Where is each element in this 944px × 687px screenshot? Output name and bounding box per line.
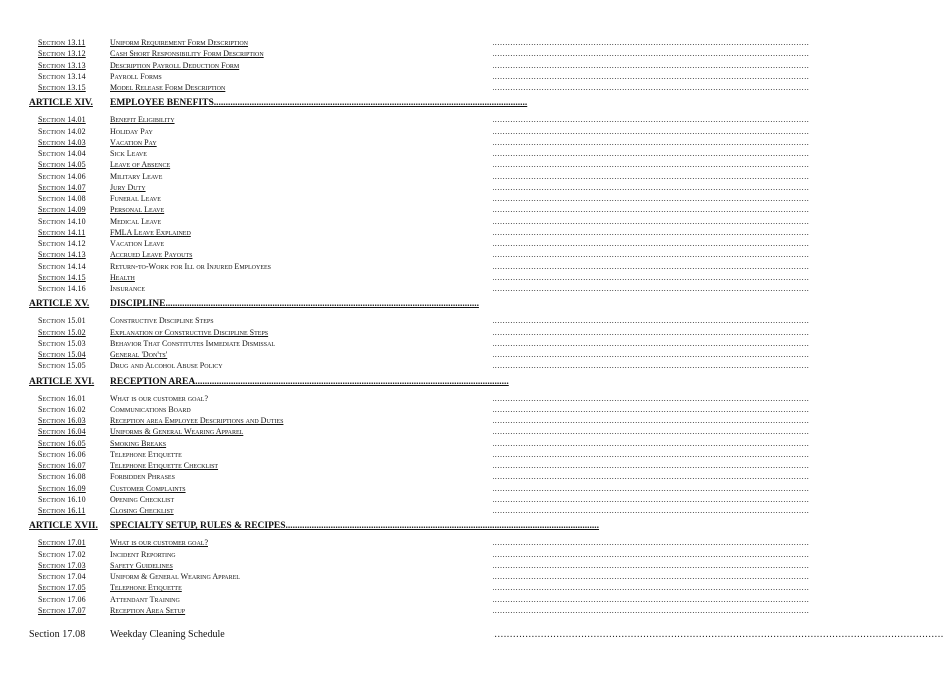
toc-section-number: Section 16.11: [38, 506, 86, 515]
toc-entry-title[interactable]: [110, 182, 449, 193]
toc-entry-title[interactable]: [110, 238, 449, 249]
toc-entry[interactable]: [0, 571, 493, 582]
toc-entry-title[interactable]: [110, 159, 449, 170]
article-heading[interactable]: [0, 297, 493, 311]
toc-entry-title-text: Funeral Leave: [110, 194, 161, 203]
toc-entry[interactable]: [0, 449, 493, 460]
toc-section-number: Section 15.04: [38, 350, 86, 359]
toc-entry-title-text: Behavior That Constitutes Immediate Dismissal: [110, 338, 276, 348]
toc-section-number: Section 17.06: [38, 594, 86, 604]
toc-entry-title-text: Vacation Pay: [110, 137, 157, 147]
toc-entry[interactable]: [0, 415, 493, 426]
toc-entry[interactable]: [0, 460, 493, 471]
toc-section-number: Section 14.01: [38, 115, 86, 125]
toc-section-number: Section 14.05: [38, 160, 86, 170]
toc-entry-title[interactable]: [110, 137, 449, 148]
toc-entry-title-text: Opening Checklist: [110, 494, 175, 504]
toc-entry-title-text: Description Payroll Deduction Form: [110, 60, 240, 70]
toc-entry-title-text: What is our customer goal?: [110, 393, 208, 403]
leader-dots: ....................................................................................................................................: [285, 521, 600, 532]
toc-entry-title-text: Cash Short Responsibility Form Description: [110, 49, 264, 59]
article-heading[interactable]: [0, 96, 528, 110]
toc-entry[interactable]: [0, 426, 493, 437]
toc-entry[interactable]: [0, 360, 493, 371]
toc-entry[interactable]: [0, 249, 493, 260]
leader-dots: ....................................................................................................................................: [213, 98, 528, 109]
toc-entry[interactable]: [0, 483, 493, 494]
article-title: [110, 297, 479, 311]
toc-entry-title-text: Explanation of Constructive Discipline Steps: [110, 327, 269, 337]
toc-entry-title-text: Return-to-Work for Ill or Injured Employees: [110, 261, 271, 271]
toc-entry-title[interactable]: [110, 338, 449, 349]
toc-entry-title[interactable]: [110, 537, 449, 548]
toc-section-number: Section 14.16: [38, 284, 86, 293]
toc-entry-title[interactable]: [110, 216, 449, 227]
toc-section-number: Section 13.13: [38, 60, 86, 70]
toc-section-number: Section 14.03: [38, 137, 86, 147]
toc-entry[interactable]: [0, 494, 493, 505]
toc-entry[interactable]: [0, 148, 493, 159]
toc-entry-title[interactable]: [110, 471, 449, 482]
toc-section-number: Section 16.07: [38, 461, 86, 470]
toc-entry[interactable]: [0, 438, 493, 449]
article-title: [110, 519, 600, 533]
toc-section-number: Section 17.05: [38, 583, 86, 593]
toc-entry[interactable]: [0, 338, 493, 349]
article-label: ARTICLE XVII.: [29, 521, 98, 532]
toc-entry-title[interactable]: [110, 272, 449, 283]
toc-entry-title[interactable]: [110, 449, 449, 460]
toc-section-number: Section 14.15: [38, 272, 86, 282]
toc-section-number: Section 14.07: [38, 182, 86, 192]
toc-entry-title-text: Insurance: [110, 284, 146, 293]
toc-entry-title[interactable]: [110, 438, 449, 449]
leader-dots: ....................................................................................................................................: [195, 376, 509, 387]
toc-entry-title[interactable]: [110, 415, 449, 426]
toc-entry-title-text: What is our customer goal?: [110, 538, 208, 548]
toc-entry-title-text: Holiday Pay: [110, 126, 153, 136]
toc-entry-title[interactable]: [110, 249, 449, 260]
article-label: ARTICLE XV.: [29, 299, 90, 310]
toc-entry[interactable]: [0, 82, 493, 93]
toc-entry-title-text: Accrued Leave Payouts: [110, 250, 193, 260]
toc-entry[interactable]: [0, 126, 493, 137]
toc-entry[interactable]: [0, 60, 493, 71]
toc-entry-title[interactable]: [110, 48, 449, 59]
toc-entry[interactable]: [0, 204, 493, 215]
toc-section-number: Section 15.05: [38, 361, 86, 371]
toc-entry-title[interactable]: [110, 148, 449, 159]
toc-entry-title[interactable]: [110, 204, 449, 215]
leader-dots: ....................................................................................................................................: [165, 299, 479, 310]
toc-entry[interactable]: [0, 114, 493, 125]
toc-entry[interactable]: [0, 171, 493, 182]
article-heading[interactable]: [0, 519, 600, 533]
toc-entry-title[interactable]: [110, 505, 449, 516]
toc-entry-title-text: Payroll Forms: [110, 71, 162, 81]
toc-entry-title-text: Telephone Etiquette: [110, 583, 182, 593]
toc-section-number: Section 14.09: [38, 205, 86, 215]
toc-entry-title[interactable]: [110, 393, 449, 404]
toc-entry-title-text: Benefit Eligibility: [110, 115, 175, 125]
toc-entry-title-text: Jury Duty: [110, 182, 146, 192]
toc-entry[interactable]: [0, 159, 493, 170]
table-of-contents: [0, 37, 600, 616]
toc-entry-title-text: Personal Leave: [110, 205, 165, 215]
toc-entry-title[interactable]: [110, 483, 449, 494]
article-title-text: RECEPTION AREA: [110, 376, 196, 387]
toc-entry[interactable]: [0, 349, 493, 360]
toc-section-number: Section 14.13: [38, 250, 86, 260]
toc-entry-title-text: Sick Leave: [110, 149, 147, 158]
toc-entry-title[interactable]: [110, 404, 449, 415]
toc-section-number: Section 16.09: [38, 483, 86, 493]
toc-entry[interactable]: [0, 272, 493, 283]
toc-entry-title[interactable]: [110, 426, 449, 437]
toc-entry[interactable]: [0, 537, 493, 548]
toc-entry-title-text: Smoking Breaks: [110, 438, 167, 448]
toc-entry-title-text: Reception area Employee Descriptions and Duties: [110, 416, 284, 425]
toc-entry-title-text: Medical Leave: [110, 216, 162, 226]
toc-entry-title[interactable]: [110, 549, 449, 560]
toc-entry-title-text: Reception Area Setup: [110, 605, 186, 615]
toc-entry[interactable]: [0, 71, 493, 82]
article-heading[interactable]: [0, 375, 509, 389]
toc-section-number: Section 17.08: [29, 629, 86, 640]
toc-section-number: Section 17.01: [38, 538, 86, 548]
toc-section-number: Section 16.10: [38, 494, 86, 504]
toc-entry-title[interactable]: [110, 283, 449, 294]
toc-entry-title-text: Model Release Form Description: [110, 83, 226, 92]
toc-entry-title[interactable]: [110, 327, 449, 338]
toc-entry-title[interactable]: [110, 494, 449, 505]
toc-section-number: Section 14.14: [38, 261, 86, 271]
toc-entry-title-text: Health: [110, 272, 135, 282]
toc-entry[interactable]: [0, 327, 493, 338]
toc-section-number: Section 13.14: [38, 71, 86, 81]
toc-entry[interactable]: [0, 605, 493, 616]
toc-entry-title-text: Customer Complaints: [110, 483, 186, 493]
toc-section-number: Section 16.02: [38, 404, 86, 414]
toc-section-number: Section 14.10: [38, 216, 86, 226]
toc-entry-title-text: Telephone Etiquette: [110, 449, 182, 459]
toc-entry-title-text: Incident Reporting: [110, 549, 176, 559]
toc-entry-title[interactable]: [110, 315, 449, 326]
toc-entry-title[interactable]: [110, 349, 449, 360]
toc-last-entry[interactable]: [0, 628, 493, 641]
toc-entry-title-text: Forbidden Phrases: [110, 472, 175, 482]
toc-entry-title-text: FMLA Leave Explained: [110, 227, 191, 237]
toc-entry[interactable]: [0, 594, 493, 605]
toc-entry-title-text: Drug and Alcohol Abuse Policy: [110, 361, 223, 371]
article-title-text: SPECIALTY SETUP, RULES & RECIPES: [110, 521, 286, 532]
toc-section-number: Section 15.03: [38, 338, 86, 348]
toc-entry-title-text: Communications Board: [110, 404, 191, 414]
article-title: [110, 96, 528, 110]
toc-entry[interactable]: [0, 505, 493, 516]
toc-entry-title-text: Uniforms & General Wearing Apparel: [110, 427, 244, 437]
toc-entry[interactable]: [0, 137, 493, 148]
toc-entry-title-text: Military Leave: [110, 171, 163, 181]
toc-entry[interactable]: [0, 404, 493, 415]
toc-section-number: Section 15.01: [38, 316, 86, 326]
article-label: ARTICLE XIV.: [29, 98, 93, 109]
toc-entry-title[interactable]: [110, 227, 449, 238]
toc-entry-title-text: Safety Guidelines: [110, 560, 173, 570]
toc-entry-title[interactable]: [110, 114, 449, 125]
toc-entry[interactable]: [0, 471, 493, 482]
toc-entry[interactable]: [0, 193, 493, 204]
article-title-text: EMPLOYEE BENEFITS: [110, 98, 214, 109]
toc-entry-title[interactable]: [110, 37, 449, 48]
toc-entry-title[interactable]: [110, 571, 449, 582]
toc-section-number: Section 15.02: [38, 327, 86, 337]
toc-entry-title-text: Constructive Discipline Steps: [110, 316, 214, 326]
toc-section-number: Section 17.04: [38, 572, 86, 581]
toc-entry-title[interactable]: [110, 71, 449, 82]
toc-entry-title[interactable]: [110, 605, 449, 616]
toc-entry-title-text: Telephone Etiquette Checklist: [110, 461, 219, 470]
toc-entry-title-text: Uniform & General Wearing Apparel: [110, 572, 240, 581]
toc-entry[interactable]: [0, 37, 493, 48]
toc-entry[interactable]: [0, 393, 493, 404]
toc-entry[interactable]: [0, 238, 493, 249]
toc-entry-title[interactable]: [110, 360, 449, 371]
toc-entry-title-text: Closing Checklist: [110, 506, 174, 515]
toc-entry-title[interactable]: Weekday Cleaning Schedule .....: [110, 628, 449, 641]
toc-entry-title-text: General 'Don'ts': [110, 350, 168, 359]
toc-section-number: Section 16.03: [38, 416, 86, 425]
toc-entry[interactable]: [0, 261, 493, 272]
toc-entry-title-text: Vacation Leave: [110, 239, 165, 248]
toc-entry[interactable]: [0, 283, 493, 294]
toc-section-number: Section 16.01: [38, 393, 86, 403]
toc-section-number: Section 14.12: [38, 239, 86, 248]
toc-entry[interactable]: [0, 560, 493, 571]
toc-section-number: Section 16.06: [38, 449, 86, 459]
toc-section-number: Section 13.12: [38, 49, 86, 59]
toc-entry-title[interactable]: [110, 560, 449, 571]
toc-section-number: Section 13.15: [38, 83, 86, 92]
toc-entry-title[interactable]: [110, 193, 449, 204]
article-title-text: DISCIPLINE: [110, 299, 166, 310]
article-title: [110, 375, 509, 389]
toc-section-number: Section 14.08: [38, 194, 86, 203]
toc-entry-title[interactable]: [110, 171, 449, 182]
toc-entry-title[interactable]: [110, 582, 449, 593]
toc-entry[interactable]: [0, 582, 493, 593]
toc-section-number: Section 17.02: [38, 549, 86, 559]
toc-entry-title[interactable]: [110, 126, 449, 137]
toc-entry-title[interactable]: [110, 82, 449, 93]
toc-section-number: Section 17.07: [38, 605, 86, 615]
toc-entry-title[interactable]: [110, 460, 449, 471]
article-label: ARTICLE XVI.: [29, 376, 95, 387]
toc-entry-title[interactable]: [110, 594, 449, 605]
toc-entry-title-text: Uniform Requirement Form Description: [110, 38, 249, 47]
toc-entry-title[interactable]: [110, 60, 449, 71]
toc-section-number: Section 16.08: [38, 472, 86, 482]
toc-entry-title-text: Attendant Training: [110, 594, 180, 604]
toc-section-number: Section 14.06: [38, 171, 86, 181]
toc-section-number: Section 17.03: [38, 560, 86, 570]
toc-entry[interactable]: [0, 549, 493, 560]
toc-entry[interactable]: [0, 216, 493, 227]
toc-section-number: Section 13.11: [38, 38, 86, 47]
toc-entry-title-text: Leave of Absence: [110, 160, 171, 170]
toc-entry[interactable]: [0, 48, 493, 59]
toc-section-number: Section 14.04: [38, 149, 86, 158]
toc-entry[interactable]: [0, 182, 493, 193]
toc-section-number: Section 14.11: [38, 227, 86, 237]
toc-section-number: Section 16.04: [38, 427, 86, 437]
toc-section-number: Section 16.05: [38, 438, 86, 448]
toc-entry[interactable]: [0, 227, 493, 238]
toc-entry[interactable]: [0, 315, 493, 326]
toc-section-number: Section 14.02: [38, 126, 86, 136]
toc-entry-title[interactable]: [110, 261, 449, 272]
